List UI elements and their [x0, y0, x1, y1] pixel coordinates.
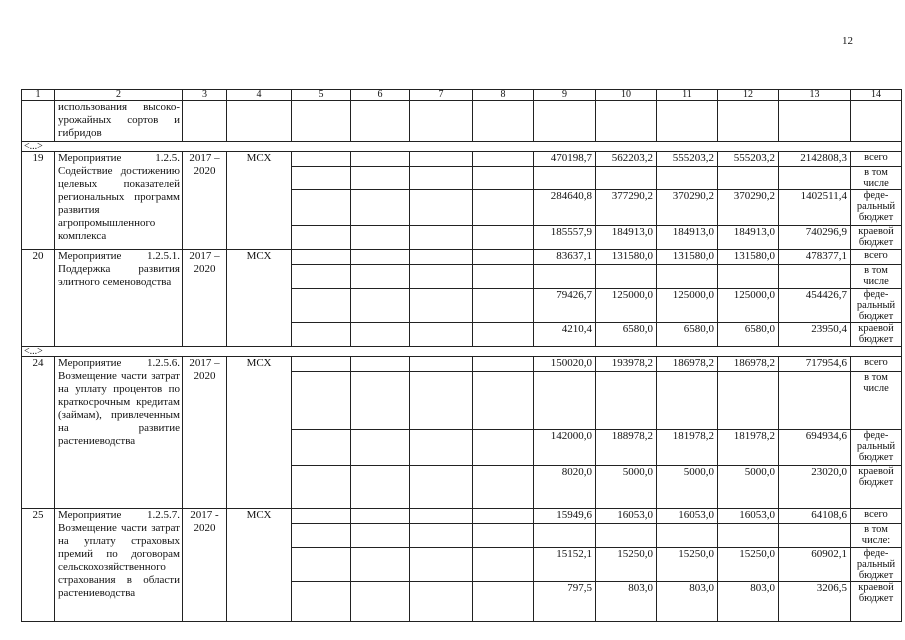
empty-cell — [351, 190, 410, 226]
amount-cell: 125000,0 — [718, 289, 779, 323]
empty-cell — [351, 524, 410, 548]
omission-row — [22, 347, 902, 357]
amount-cell: 184913,0 — [657, 226, 718, 250]
table-row — [22, 509, 902, 524]
amount-cell: 184913,0 — [718, 226, 779, 250]
amount-cell: 83637,1 — [534, 250, 596, 265]
column-header: 3 — [183, 90, 227, 101]
table-cell — [292, 101, 351, 142]
empty-cell — [351, 372, 410, 430]
amount-cell — [534, 372, 596, 430]
period: 2017 - 2020 — [183, 509, 227, 622]
empty-cell — [410, 524, 473, 548]
column-header: 11 — [657, 90, 718, 101]
empty-cell — [410, 372, 473, 430]
funding-source: в том числе — [851, 167, 902, 190]
amount-cell — [657, 524, 718, 548]
empty-cell — [351, 152, 410, 167]
empty-cell — [410, 289, 473, 323]
empty-cell — [292, 167, 351, 190]
empty-cell — [410, 226, 473, 250]
amount-cell: 555203,2 — [718, 152, 779, 167]
empty-cell — [410, 167, 473, 190]
empty-cell — [292, 548, 351, 582]
amount-cell: 15949,6 — [534, 509, 596, 524]
amount-cell: 23950,4 — [779, 323, 851, 347]
empty-cell — [351, 357, 410, 372]
funding-source: в том числе: — [851, 524, 902, 548]
empty-cell — [292, 372, 351, 430]
executor: МСХ — [227, 509, 292, 622]
empty-cell — [473, 265, 534, 289]
measure-name: Мероприятие 1.2.5.6. Возмещение части затрат на уплату процентов по краткосрочным кредитам (займам), привлеченным на развитие растениеводства — [55, 357, 183, 509]
amount-cell — [657, 265, 718, 289]
omission-marker: <...> — [22, 347, 902, 357]
empty-cell — [473, 152, 534, 167]
column-header: 7 — [410, 90, 473, 101]
amount-cell: 15250,0 — [596, 548, 657, 582]
table-cell — [596, 101, 657, 142]
amount-cell: 694934,6 — [779, 430, 851, 466]
measure-name: Мероприятие 1.2.5. Содействие достижению целевых показателей региональных программ развития агропромышленного комплекса — [55, 152, 183, 250]
amount-cell: 184913,0 — [596, 226, 657, 250]
table-cell — [473, 101, 534, 142]
column-header: 9 — [534, 90, 596, 101]
funding-source: феде-ральный бюджет — [851, 289, 902, 323]
amount-cell: 125000,0 — [596, 289, 657, 323]
amount-cell — [596, 372, 657, 430]
funding-source: всего — [851, 357, 902, 372]
executor: МСХ — [227, 357, 292, 509]
funding-source: феде-ральный бюджет — [851, 430, 902, 466]
empty-cell — [410, 466, 473, 509]
column-header: 1 — [22, 90, 55, 101]
empty-cell — [351, 250, 410, 265]
funding-source: краевой бюджет — [851, 226, 902, 250]
amount-cell: 1402511,4 — [779, 190, 851, 226]
empty-cell — [292, 265, 351, 289]
column-header: 2 — [55, 90, 183, 101]
amount-cell — [596, 167, 657, 190]
empty-cell — [473, 190, 534, 226]
table-cell — [851, 101, 902, 142]
empty-cell — [410, 548, 473, 582]
empty-cell — [410, 152, 473, 167]
page-number: 12 — [842, 35, 853, 47]
empty-cell — [410, 357, 473, 372]
empty-cell — [292, 289, 351, 323]
empty-cell — [473, 357, 534, 372]
amount-cell — [657, 372, 718, 430]
empty-cell — [473, 372, 534, 430]
funding-source: феде-ральный бюджет — [851, 190, 902, 226]
empty-cell — [473, 226, 534, 250]
amount-cell: 16053,0 — [718, 509, 779, 524]
measure-name: Мероприятие 1.2.5.1. Поддержка развития элитного семеноводства — [55, 250, 183, 347]
column-header: 5 — [292, 90, 351, 101]
amount-cell — [657, 167, 718, 190]
empty-cell — [292, 430, 351, 466]
table-body — [22, 90, 902, 622]
amount-cell: 717954,6 — [779, 357, 851, 372]
column-header: 8 — [473, 90, 534, 101]
empty-cell — [292, 357, 351, 372]
amount-cell: 6580,0 — [657, 323, 718, 347]
column-header: 4 — [227, 90, 292, 101]
table-row — [22, 357, 902, 372]
empty-cell — [410, 430, 473, 466]
amount-cell: 803,0 — [596, 582, 657, 622]
header-row — [22, 90, 902, 101]
funding-source: феде-ральный бюджет — [851, 548, 902, 582]
amount-cell: 5000,0 — [657, 466, 718, 509]
amount-cell: 15250,0 — [657, 548, 718, 582]
amount-cell — [718, 524, 779, 548]
table-row — [22, 152, 902, 167]
empty-cell — [292, 323, 351, 347]
amount-cell: 3206,5 — [779, 582, 851, 622]
amount-cell: 185557,9 — [534, 226, 596, 250]
amount-cell: 454426,7 — [779, 289, 851, 323]
empty-cell — [473, 466, 534, 509]
amount-cell — [596, 524, 657, 548]
empty-cell — [410, 582, 473, 622]
continuation-row — [22, 101, 902, 142]
amount-cell: 5000,0 — [718, 466, 779, 509]
empty-cell — [473, 582, 534, 622]
empty-cell — [473, 430, 534, 466]
amount-cell — [718, 372, 779, 430]
empty-cell — [351, 323, 410, 347]
amount-cell: 803,0 — [718, 582, 779, 622]
empty-cell — [351, 265, 410, 289]
amount-cell: 4210,4 — [534, 323, 596, 347]
amount-cell — [718, 167, 779, 190]
amount-cell: 2142808,3 — [779, 152, 851, 167]
empty-cell — [292, 190, 351, 226]
omission-marker: <...> — [22, 142, 902, 152]
empty-cell — [473, 548, 534, 582]
amount-cell: 16053,0 — [596, 509, 657, 524]
table-cell — [410, 101, 473, 142]
amount-cell: 370290,2 — [657, 190, 718, 226]
amount-cell: 6580,0 — [596, 323, 657, 347]
amount-cell: 131580,0 — [596, 250, 657, 265]
funding-source: краевой бюджет — [851, 323, 902, 347]
table-cell — [718, 101, 779, 142]
empty-cell — [292, 250, 351, 265]
empty-cell — [473, 289, 534, 323]
empty-cell — [351, 289, 410, 323]
executor: МСХ — [227, 152, 292, 250]
empty-cell — [292, 152, 351, 167]
empty-cell — [351, 466, 410, 509]
omission-row — [22, 142, 902, 152]
amount-cell: 740296,9 — [779, 226, 851, 250]
amount-cell: 150020,0 — [534, 357, 596, 372]
empty-cell — [473, 524, 534, 548]
amount-cell: 15250,0 — [718, 548, 779, 582]
table-cell — [779, 101, 851, 142]
amount-cell: 186978,2 — [657, 357, 718, 372]
amount-cell — [779, 372, 851, 430]
table-row — [22, 250, 902, 265]
amount-cell: 60902,1 — [779, 548, 851, 582]
funding-source: всего — [851, 152, 902, 167]
empty-cell — [473, 167, 534, 190]
amount-cell: 803,0 — [657, 582, 718, 622]
amount-cell: 15152,1 — [534, 548, 596, 582]
empty-cell — [292, 509, 351, 524]
amount-cell: 8020,0 — [534, 466, 596, 509]
amount-cell: 470198,7 — [534, 152, 596, 167]
amount-cell: 478377,1 — [779, 250, 851, 265]
empty-cell — [473, 323, 534, 347]
amount-cell: 181978,2 — [718, 430, 779, 466]
amount-cell: 131580,0 — [718, 250, 779, 265]
amount-cell — [779, 265, 851, 289]
amount-cell: 6580,0 — [718, 323, 779, 347]
amount-cell: 64108,6 — [779, 509, 851, 524]
table-cell — [22, 101, 55, 142]
empty-cell — [292, 582, 351, 622]
period: 2017 – 2020 — [183, 152, 227, 250]
empty-cell — [292, 524, 351, 548]
amount-cell: 562203,2 — [596, 152, 657, 167]
column-header: 14 — [851, 90, 902, 101]
amount-cell: 797,5 — [534, 582, 596, 622]
period: 2017 – 2020 — [183, 357, 227, 509]
empty-cell — [351, 582, 410, 622]
amount-cell: 16053,0 — [657, 509, 718, 524]
empty-cell — [473, 509, 534, 524]
amount-cell — [779, 167, 851, 190]
row-number: 24 — [22, 357, 55, 509]
amount-cell — [534, 265, 596, 289]
amount-cell: 370290,2 — [718, 190, 779, 226]
empty-cell — [410, 250, 473, 265]
table-cell — [534, 101, 596, 142]
table-cell — [657, 101, 718, 142]
column-header: 13 — [779, 90, 851, 101]
table-cell — [183, 101, 227, 142]
amount-cell — [779, 524, 851, 548]
period: 2017 – 2020 — [183, 250, 227, 347]
empty-cell — [410, 323, 473, 347]
row-number: 19 — [22, 152, 55, 250]
measure-name: Мероприятие 1.2.5.7. Возмещение части затрат на уплату страховых премий по договорам сельскохозяйственного страхования в области растениеводства — [55, 509, 183, 622]
amount-cell: 181978,2 — [657, 430, 718, 466]
amount-cell: 193978,2 — [596, 357, 657, 372]
funding-source: всего — [851, 250, 902, 265]
amount-cell: 79426,7 — [534, 289, 596, 323]
funding-source: в том числе — [851, 265, 902, 289]
amount-cell: 142000,0 — [534, 430, 596, 466]
funding-source: краевой бюджет — [851, 466, 902, 509]
empty-cell — [351, 430, 410, 466]
amount-cell — [718, 265, 779, 289]
amount-cell: 377290,2 — [596, 190, 657, 226]
amount-cell: 284640,8 — [534, 190, 596, 226]
empty-cell — [292, 466, 351, 509]
continuation-text: использования высоко-урожайных сортов и гибридов — [55, 101, 183, 142]
column-header: 12 — [718, 90, 779, 101]
amount-cell — [534, 167, 596, 190]
empty-cell — [351, 509, 410, 524]
empty-cell — [351, 226, 410, 250]
table-cell — [227, 101, 292, 142]
empty-cell — [410, 190, 473, 226]
column-header: 10 — [596, 90, 657, 101]
amount-cell: 186978,2 — [718, 357, 779, 372]
funding-source: всего — [851, 509, 902, 524]
empty-cell — [410, 265, 473, 289]
amount-cell: 23020,0 — [779, 466, 851, 509]
table-cell — [351, 101, 410, 142]
amount-cell: 131580,0 — [657, 250, 718, 265]
amount-cell — [534, 524, 596, 548]
row-number: 20 — [22, 250, 55, 347]
funding-source: в том числе — [851, 372, 902, 430]
empty-cell — [292, 226, 351, 250]
empty-cell — [473, 250, 534, 265]
row-number: 25 — [22, 509, 55, 622]
empty-cell — [410, 509, 473, 524]
amount-cell: 555203,2 — [657, 152, 718, 167]
column-header: 6 — [351, 90, 410, 101]
funding-source: краевой бюджет — [851, 582, 902, 622]
empty-cell — [351, 167, 410, 190]
program-table — [21, 89, 902, 622]
amount-cell: 125000,0 — [657, 289, 718, 323]
amount-cell — [596, 265, 657, 289]
executor: МСХ — [227, 250, 292, 347]
empty-cell — [351, 548, 410, 582]
amount-cell: 5000,0 — [596, 466, 657, 509]
amount-cell: 188978,2 — [596, 430, 657, 466]
